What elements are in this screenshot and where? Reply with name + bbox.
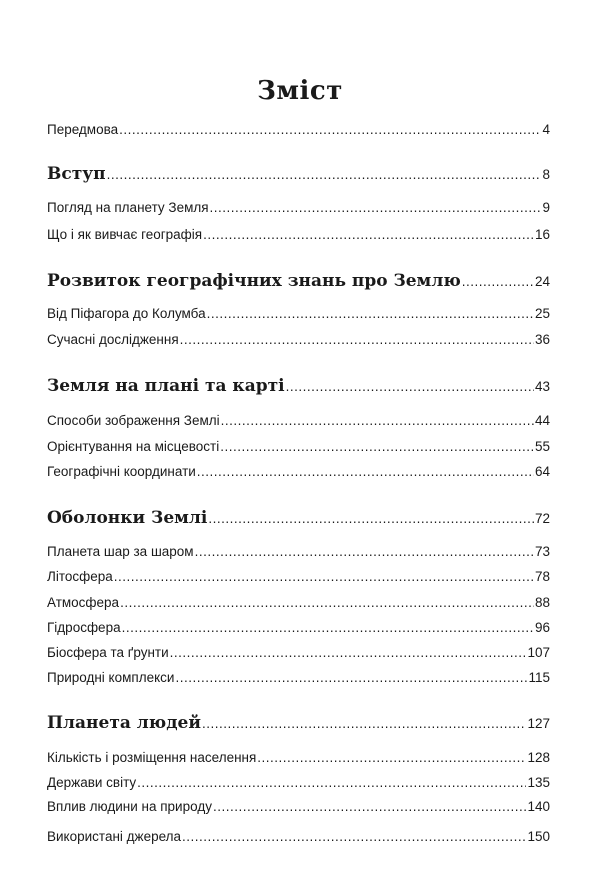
entry-title: Літосфера [47,569,113,584]
page-number: 25 [534,306,550,321]
toc-section-heading [47,508,550,528]
page-title: Зміст [257,76,343,106]
page-number: 4 [542,122,550,137]
page-number: 128 [527,750,550,765]
page-number: 16 [534,227,550,242]
page-number: 44 [534,413,550,428]
dot-leader [170,645,527,660]
entry-title: Планета шар за шаром [47,544,194,559]
toc-entry [47,122,550,137]
page-number: 135 [527,775,550,790]
entry-title: Вплив людини на природу [47,799,212,814]
toc-entry [47,569,550,584]
entry-title: Планета людей [47,713,201,733]
dot-leader [213,799,527,814]
entry-title: Вступ [47,164,106,184]
dot-leader [210,200,542,215]
dot-leader [257,750,526,765]
page-number: 36 [534,332,550,347]
entry-title: Біосфера та ґрунти [47,645,169,660]
toc-entry [47,544,550,559]
page-number: 115 [528,670,550,685]
toc-entry [47,464,550,479]
entry-title: Атмосфера [47,595,120,610]
page-number: 73 [534,544,550,559]
toc-entry [47,306,550,321]
page-number: 88 [534,595,550,610]
dot-leader [182,829,526,844]
entry-title: Використані джерела [47,829,182,844]
page-number: 107 [527,645,550,660]
entry-title: Географічні координати [47,464,196,479]
page-number: 96 [534,620,550,635]
page-number: 8 [542,167,550,182]
dot-leader [120,595,534,610]
dot-leader [221,413,534,428]
dot-leader [202,716,527,731]
dot-leader [208,511,534,526]
dot-leader [203,227,534,242]
toc-entry [47,775,550,790]
entry-title: Кількість і розміщення населення [47,750,257,765]
dot-leader [286,379,534,394]
dot-leader [462,274,534,289]
toc-section-heading [47,713,550,733]
toc-entry [47,332,550,347]
entry-title: Земля на плані та карті [47,376,285,396]
dot-leader [180,332,534,347]
entry-title: Оболонки Землі [47,508,208,528]
toc-entry [47,595,550,610]
toc-entry [47,413,550,428]
entry-title: Гідросфера [47,620,121,635]
page-number: 9 [542,200,550,215]
dot-leader [197,464,534,479]
toc-entry [47,670,550,685]
toc-entry [47,620,550,635]
page-number: 140 [527,799,550,814]
dot-leader [175,670,527,685]
entry-title: Природні комплекси [47,670,175,685]
entry-title: Способи зображення Землі [47,413,220,428]
page-number: 64 [534,464,550,479]
page-number: 43 [534,379,550,394]
toc-entry [47,200,550,215]
page-number: 72 [534,511,550,526]
entry-title: Погляд на планету Земля [47,200,209,215]
dot-leader [137,775,526,790]
toc-entry [47,645,550,660]
page-number: 24 [534,274,550,289]
toc-entry [47,829,550,844]
dot-leader [122,620,534,635]
page-number: 127 [527,716,550,731]
dot-leader [207,306,534,321]
entry-title: Сучасні дослідження [47,332,179,347]
entry-title: Від Піфагора до Колумба [47,306,206,321]
toc-section-heading [47,164,550,184]
page-number: 150 [527,829,550,844]
toc-entry [47,227,550,242]
entry-title: Розвиток географічних знань про Землю [47,271,461,291]
dot-leader [114,569,534,584]
dot-leader [220,439,534,454]
entry-title: Орієнтування на місцевості [47,439,220,454]
entry-title: Держави світу [47,775,137,790]
page-number: 55 [534,439,550,454]
toc-entry [47,799,550,814]
toc-section-heading [47,376,550,396]
entry-title: Передмова [47,122,119,137]
toc-entry [47,750,550,765]
dot-leader [195,544,534,559]
toc-section-heading [47,271,550,291]
toc-entry [47,439,550,454]
page-number: 78 [534,569,550,584]
entry-title: Що і як вивчає географія [47,227,203,242]
dot-leader [119,122,541,137]
dot-leader [107,167,542,182]
